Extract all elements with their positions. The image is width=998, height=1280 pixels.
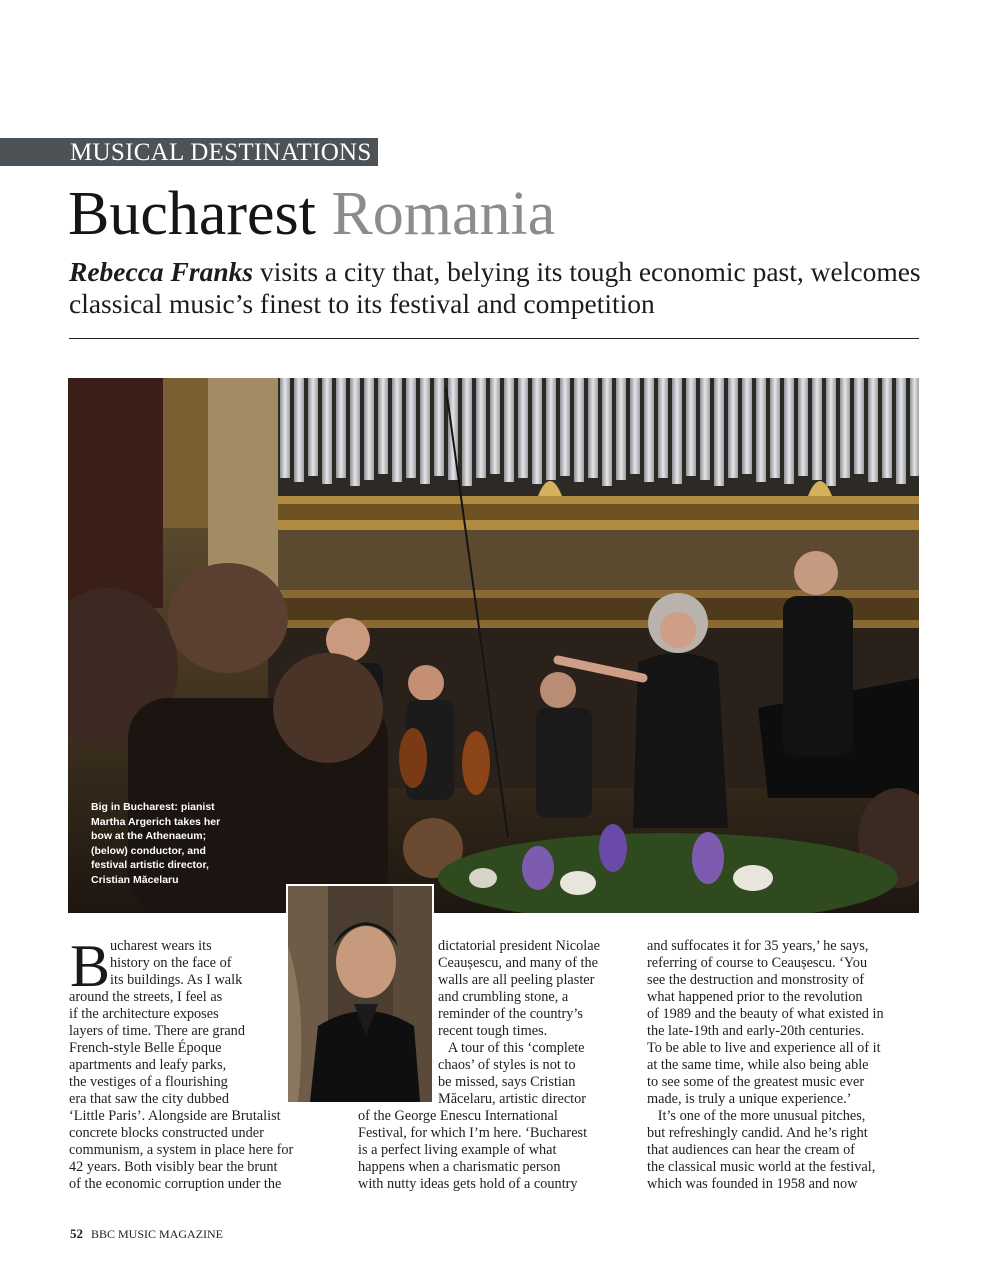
headline-city: Bucharest [68, 180, 316, 248]
standfirst-author: Rebecca Franks [69, 256, 254, 287]
text-line: chaos’ of styles is not to [438, 1057, 576, 1073]
text-line: history on the face of [110, 955, 232, 971]
text-line: see the destruction and monstrosity of [647, 972, 865, 988]
text-line: of the George Enescu International [358, 1108, 558, 1124]
photo-caption: Big in Bucharest: pianist Martha Argerich takes her bow at the Athenaeum; (below) conductor, and festival artistic director, Cristian Măcelaru [91, 801, 221, 886]
text-line: referring of course to Ceaușescu. ‘You [647, 955, 868, 971]
page-footer [70, 1226, 223, 1242]
text-line: the late-19th and early-20th centuries. [647, 1023, 865, 1039]
text-line: ‘Little Paris’. Alongside are Brutalist [69, 1108, 281, 1124]
text-line: happens when a charismatic person [358, 1159, 561, 1175]
portrait-inset [286, 884, 434, 1104]
text-line: It’s one of the more unusual pitches, [647, 1108, 866, 1124]
text-line: what happened prior to the revolution [647, 989, 863, 1005]
standfirst-text: visits a city that, belying its tough economic past, welcomes classical music’s finest to its festival and competition [69, 256, 921, 319]
text-line: ucharest wears its [110, 938, 212, 954]
section-kicker-label: MUSICAL DESTINATIONS [70, 139, 372, 166]
text-line: to see some of the greatest music ever [647, 1074, 865, 1090]
text-line: recent tough times. [438, 1023, 548, 1039]
text-line: Ceaușescu, and many of the [438, 955, 598, 971]
drop-cap: B [70, 933, 111, 999]
text-line: which was founded in 1958 and now [647, 1176, 858, 1192]
magazine-name: BBC MUSIC MAGAZINE [91, 1227, 224, 1241]
text-line: be missed, says Cristian [438, 1074, 576, 1090]
text-line: walls are all peeling plaster [438, 972, 595, 988]
text-line: at the same time, while also being able [647, 1057, 869, 1073]
page-number: 52 [70, 1226, 83, 1241]
text-line: and crumbling stone, a [438, 989, 569, 1005]
text-line: reminder of the country’s [438, 1006, 583, 1022]
text-line: Festival, for which I’m here. ‘Bucharest [358, 1125, 588, 1141]
conductor-portrait-illustration [288, 886, 432, 1102]
text-line: French-style Belle Époque [69, 1040, 222, 1056]
standfirst [69, 256, 929, 320]
text-line: around the streets, I feel as [69, 989, 223, 1005]
text-line: made, is truly a unique experience.’ [647, 1091, 852, 1107]
headline [68, 176, 555, 252]
text-line: is a perfect living example of what [358, 1142, 557, 1158]
text-line: the classical music world at the festival, [647, 1159, 876, 1175]
text-line: of the economic corruption under the [69, 1176, 282, 1192]
text-line: apartments and leafy parks, [69, 1057, 227, 1073]
headline-country: Romania [331, 180, 556, 248]
text-line: layers of time. There are grand [69, 1023, 245, 1039]
text-line: Măcelaru, artistic director [438, 1091, 587, 1107]
text-line: A tour of this ‘complete [438, 1040, 585, 1056]
text-line: the vestiges of a flourishing [69, 1074, 228, 1090]
text-line: with nutty ideas gets hold of a country [358, 1176, 578, 1192]
text-line: and suffocates it for 35 years,’ he says, [647, 938, 869, 954]
text-line: era that saw the city dubbed [69, 1091, 229, 1107]
text-line: but refreshingly candid. And he’s right [647, 1125, 868, 1141]
text-line: of 1989 and the beauty of what existed in [647, 1006, 884, 1022]
text-line: concrete blocks constructed under [69, 1125, 264, 1141]
text-line: that audiences can hear the cream of [647, 1142, 855, 1158]
text-line: its buildings. As I walk [110, 972, 243, 988]
text-line: dictatorial president Nicolae [438, 938, 600, 954]
text-line: 42 years. Both visibly bear the brunt [69, 1159, 278, 1175]
concert-photo [68, 378, 919, 913]
section-kicker [0, 138, 378, 166]
text-line: To be able to live and experience all of it [647, 1040, 881, 1056]
text-line: communism, a system in place here for [69, 1142, 294, 1158]
text-line: if the architecture exposes [69, 1006, 219, 1022]
divider-rule [69, 338, 919, 339]
